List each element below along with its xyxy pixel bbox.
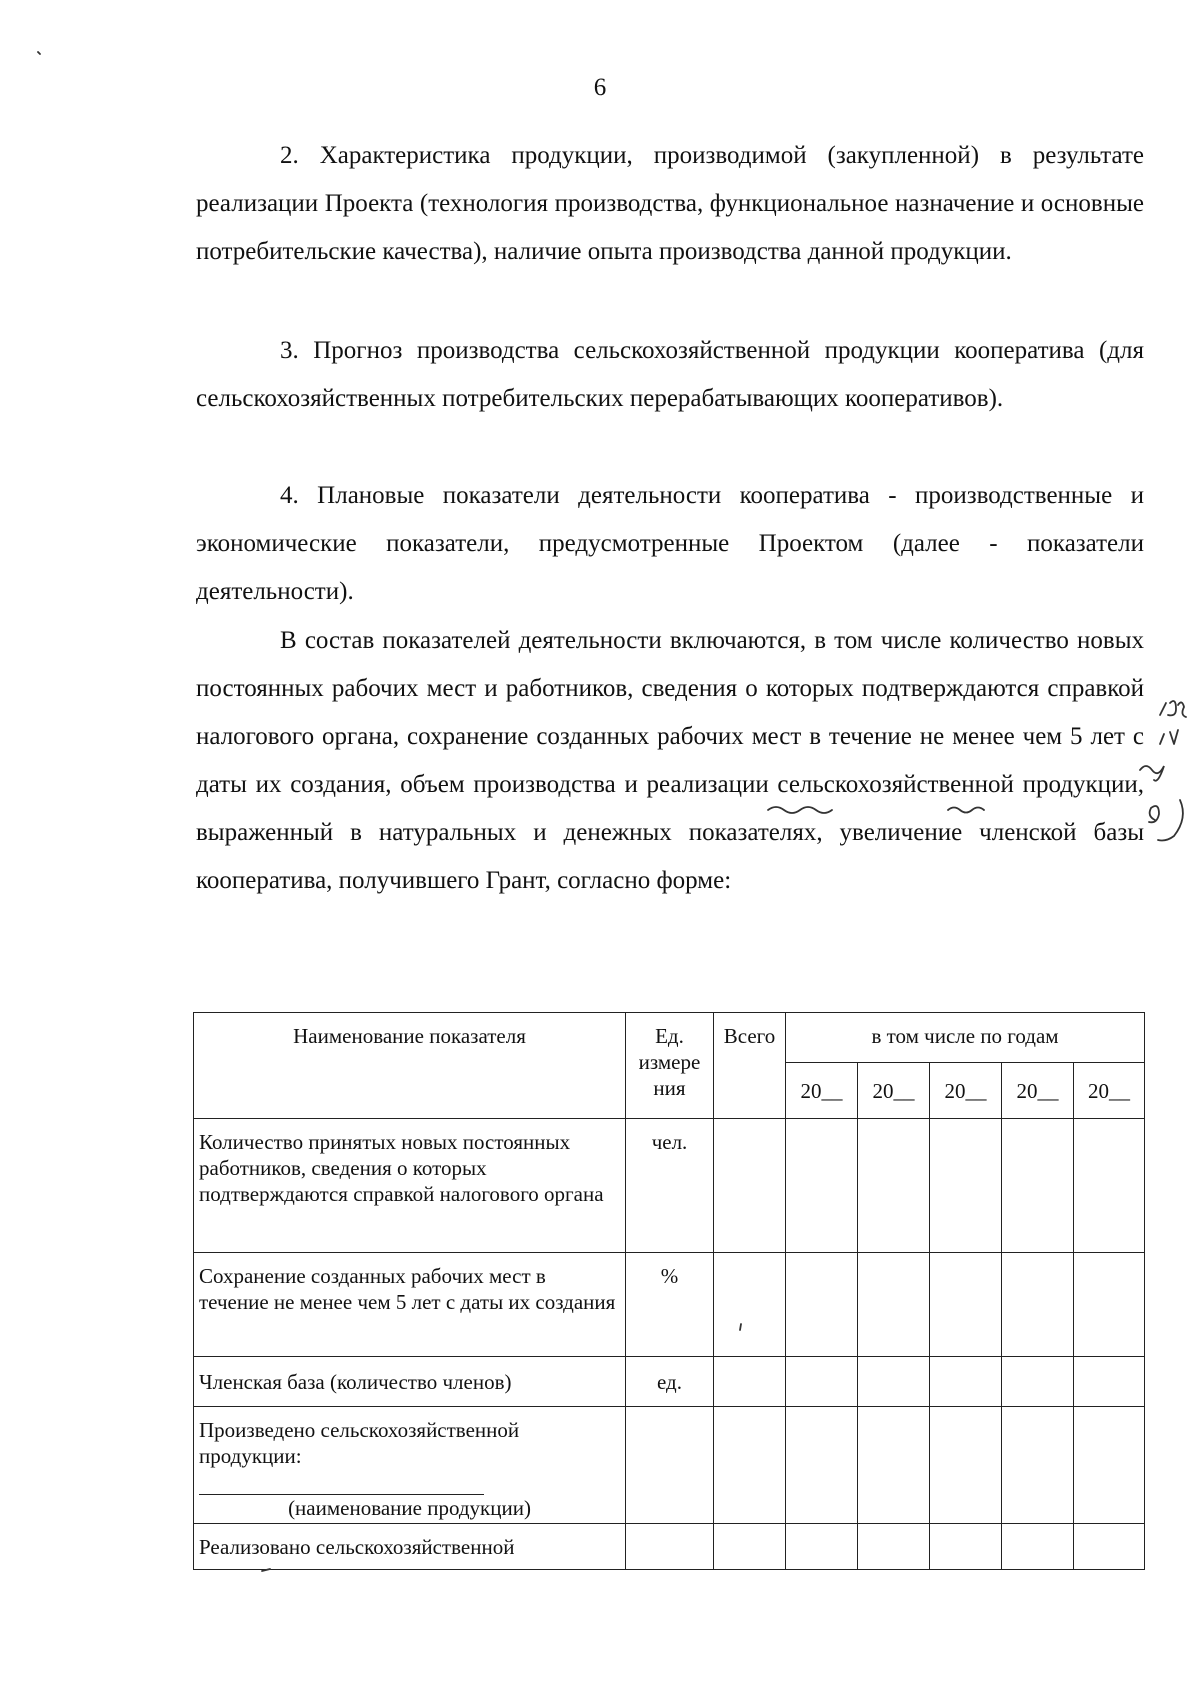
paragraph-2: 2. Характеристика продукции, производимой (закупленной) в результате реализации Проекта (технология производства, функциональное назначение и основные потребительские качества), наличие опыта производства данной продукции. [196,142,1144,265]
table-row [194,1253,1145,1357]
header-year-5: 20__ [1074,1063,1145,1119]
header-year-1: 20__ [786,1063,858,1119]
header-name: Наименование показателя [194,1013,626,1119]
paragraph-5: В состав показателей деятельности включаются, в том числе количество новых постоянных рабочих мест и работников, сведения о которых подтверждаются справкой налогового органа, сохранение созданных рабочих мест в течение не менее чем 5 лет с даты их создания, объем производства и реализации сельскохозяйственной продукции, выраженный в натуральных и денежных показателях, увеличение членской базы кооператива, получившего Грант, согласно форме: [196,627,1144,894]
header-by-years: в том числе по годам [786,1013,1145,1063]
table-row [194,1407,1145,1524]
row-unit [626,1407,714,1524]
margin-mark-2 [1160,730,1178,744]
header-year-2: 20__ [858,1063,930,1119]
margin-bracket [1158,800,1183,841]
stray-mark-top [38,52,40,54]
row-unit: % [626,1253,714,1357]
page-number: 6 [593,74,607,101]
header-total: Всего [714,1013,786,1119]
row-name: Членская база (количество членов) [194,1357,626,1407]
row-unit [626,1524,714,1570]
table-row [194,1524,1145,1570]
row-caption: (наименование продукции) [288,1496,531,1520]
table-row [194,1357,1145,1407]
row-unit: чел. [626,1119,714,1253]
paragraph-3: 3. Прогноз производства сельскохозяйственной продукции кооператива (для сельскохозяйственных потребительских перерабатывающих кооперативов). [196,337,1144,412]
indicators-table [193,1012,1145,1570]
margin-mark-4 [1149,806,1159,822]
row-name: Произведено сельскохозяйственной продукции: (наименование продукции) [194,1407,626,1524]
row-name: Реализовано сельскохозяйственной [194,1524,626,1570]
header-year-4: 20__ [1002,1063,1074,1119]
header-unit: Ед. измере ния [626,1013,714,1119]
margin-mark-1 [1160,701,1186,717]
table-row [194,1119,1145,1253]
row-unit: ед. [626,1357,714,1407]
paragraph-4: 4. Плановые показатели деятельности кооператива - производственные и экономические показатели, предусмотренные Проектом (далее - показатели деятельности). [196,482,1144,605]
row-name: Количество принятых новых постоянных работников, сведения о которых подтверждаются справкой налогового органа [194,1119,626,1253]
blank-line [199,1474,484,1495]
header-year-3: 20__ [930,1063,1002,1119]
row-name: Сохранение созданных рабочих мест в течение не менее чем 5 лет с даты их создания [194,1253,626,1357]
